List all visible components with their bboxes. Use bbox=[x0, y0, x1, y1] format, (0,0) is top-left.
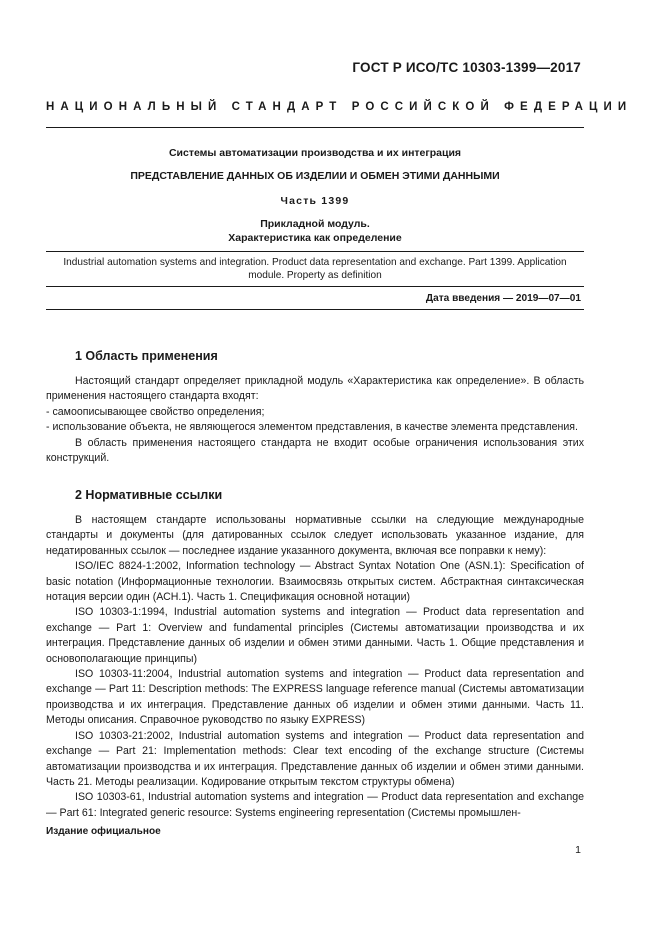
national-standard-title: НАЦИОНАЛЬНЫЙ СТАНДАРТ РОССИЙСКОЙ ФЕДЕРАЦИИ bbox=[46, 101, 633, 113]
list-item: - использование объекта, не являющегося элементом представления, в качестве элемента представления. bbox=[46, 421, 578, 434]
title-divider-top bbox=[46, 251, 584, 252]
official-edition-label: Издание официальное bbox=[46, 826, 161, 837]
list-item: - самоописывающее свойство определения; bbox=[46, 405, 265, 418]
paragraph: В настоящем стандарте использованы нормативные ссылки на следующие международные стандарты и документы (для датированных ссылок следует использовать указанное издание, для недатированных ссылок — последнее издание указанного документа, включая все поправки к нему): bbox=[46, 514, 584, 557]
introduction-date: Дата введения — 2019—07—01 bbox=[425, 293, 581, 304]
date-divider bbox=[46, 309, 584, 310]
reference-item: ISO 10303-11:2004, Industrial automation systems and integration — Product data representation and exchange — Part 11: Description methods: The EXPRESS language reference manual (Системы автоматизации производства и их интеграция. Представление данных об изделии и обмен этими данными. Часть 11. Методы описания. Справочное руководство по языку EXPRESS) bbox=[46, 668, 584, 727]
english-title: Industrial automation systems and integration. Product data representation and exchange. Part 1399. Application module. Property as definition bbox=[63, 257, 567, 281]
title-divider-bottom bbox=[46, 286, 584, 287]
paragraph: Настоящий стандарт определяет прикладной модуль «Характеристика как определение». В область применения настоящего стандарта входят: bbox=[46, 375, 584, 403]
series-title: Системы автоматизации производства и их интеграция bbox=[168, 147, 462, 159]
reference-item: ISO/IEC 8824-1:2002, Information technology — Abstract Syntax Notation One (ASN.1): Specification of basic notation (Информационные технологии. Взаимосвязь открытых систем. Абстрактная синтаксическая нотация версии один (АСН.1). Часть 1. Спецификация основной нотации) bbox=[46, 560, 584, 604]
subtitle-line-1: Прикладной модуль. bbox=[260, 218, 370, 230]
section-2-heading: 2 Нормативные ссылки bbox=[75, 488, 223, 502]
section-2-body bbox=[46, 513, 584, 821]
reference-item: ISO 10303-61, Industrial automation systems and integration — Product data representation and exchange — Part 61: Integrated generic resource: Systems engineering representation (Системы промышлен- bbox=[46, 791, 584, 819]
part-number: Часть 1399 bbox=[280, 195, 350, 207]
reference-item: ISO 10303-21:2002, Industrial automation systems and integration — Product data representation and exchange — Part 21: Implementation methods: Clear text encoding of the exchange structure (Системы автоматизации производства и их интеграция. Представление данных об изделии и обмен этими данными. Часть 21. Методы реализации. Кодирование открытым текстом структуры обмена) bbox=[46, 729, 584, 788]
page-number: 1 bbox=[575, 844, 581, 856]
paragraph: В область применения настоящего стандарта не входит особые ограничения использования этих конструкций. bbox=[46, 436, 584, 465]
section-1-heading: 1 Область применения bbox=[75, 349, 218, 363]
section-1-body bbox=[46, 374, 584, 466]
reference-item: ISO 10303-1:1994, Industrial automation systems and integration — Product data representation and exchange — Part 1: Overview and fundamental principles (Системы автоматизации производства и их интеграция. Представление данных об изделии и обмен этими данными. Часть 1. Общие представления и основополагающие принципы) bbox=[46, 606, 584, 665]
main-title: ПРЕДСТАВЛЕНИЕ ДАННЫХ ОБ ИЗДЕЛИИ И ОБМЕН ЭТИМИ ДАННЫМИ bbox=[130, 170, 500, 182]
document-code: ГОСТ Р ИСО/ТС 10303-1399—2017 bbox=[352, 60, 581, 75]
subtitle-line-2: Характеристика как определение bbox=[228, 232, 402, 244]
header-divider bbox=[46, 127, 584, 128]
